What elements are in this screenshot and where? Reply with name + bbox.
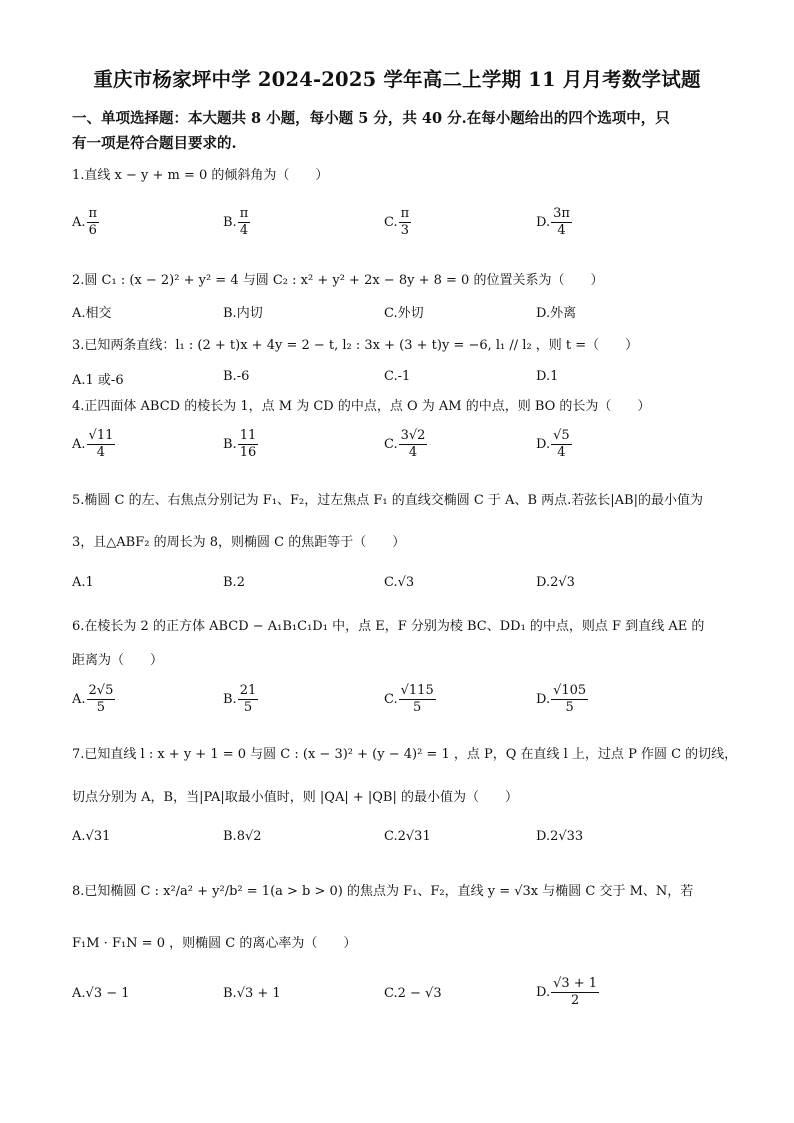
fraction-numerator: √115	[400, 683, 434, 698]
option-text: 外切	[397, 306, 424, 321]
fraction	[551, 976, 599, 1009]
option-label: A.	[72, 829, 86, 844]
fraction	[399, 683, 436, 716]
q7-option-b	[223, 829, 262, 844]
fraction-denominator: 2	[570, 993, 580, 1008]
q4-option-c	[384, 428, 427, 461]
question-2-stem: 2.圆 C₁ : (x − 2)² + y² = 4 与圆 C₂ : x² + y² + 2x − 8y + 8 = 0 的位置关系为（ ）	[72, 273, 604, 288]
option-label: C.	[384, 306, 398, 321]
option-label: D.	[536, 985, 551, 1000]
fraction	[551, 683, 588, 716]
fraction-denominator: 4	[408, 445, 418, 460]
q2-option-c	[384, 302, 424, 321]
q5-option-d	[536, 575, 575, 590]
question-5-stem-line1: 5.椭圆 C 的左、右焦点分别记为 F₁、F₂，过左焦点 F₁ 的直线交椭圆 C 于 A、B 两点.若弦长|AB|的最小值为	[72, 493, 703, 508]
q5-option-c	[384, 575, 414, 590]
question-5-stem-line2: 3，且△ABF₂ 的周长为 8，则椭圆 C 的焦距等于（ ）	[72, 535, 406, 550]
option-label: A.	[72, 437, 86, 452]
option-label: C.	[384, 692, 398, 707]
option-text: 2	[236, 575, 245, 590]
option-label: D.	[536, 369, 551, 384]
option-label: D.	[536, 575, 551, 590]
q3-option-a	[72, 369, 124, 388]
fraction-numerator: 2√5	[88, 683, 114, 698]
question-6-stem-line1: 6.在棱长为 2 的正方体 ABCD − A₁B₁C₁D₁ 中，点 E，F 分别为棱 BC、DD₁ 的中点，则点 F 到直线 AE 的	[72, 619, 705, 634]
q3-option-d	[536, 369, 558, 384]
question-7-stem-line2: 切点分别为 A，B，当|PA|取最小值时，则 |QA| + |QB| 的最小值为（ ）	[72, 790, 518, 805]
option-label: C.	[384, 215, 398, 230]
question-6-stem-line2: 距离为（ ）	[72, 653, 164, 668]
option-label: B.	[223, 575, 237, 590]
question-4-stem: 4.正四面体 ABCD 的棱长为 1，点 M 为 CD 的中点，点 O 为 AM 的中点，则 BO 的长为（ ）	[72, 399, 651, 414]
option-label: A.	[72, 306, 86, 321]
fraction-denominator: 16	[239, 445, 257, 460]
section-heading-line1: 一、单项选择题：本大题共 8 小题，每小题 5 分，共 40 分.在每小题给出的四个选项中，只	[72, 110, 670, 127]
q5-option-b	[223, 575, 245, 590]
option-label: A.	[72, 373, 86, 388]
option-text: 1	[550, 369, 559, 384]
q7-option-d	[536, 829, 583, 844]
q1-option-d	[536, 206, 572, 239]
fraction-denominator: 5	[96, 700, 106, 715]
q6-option-d	[536, 683, 588, 716]
option-text: 外离	[550, 306, 577, 321]
option-label: D.	[536, 692, 551, 707]
option-label: A.	[72, 692, 86, 707]
fraction-numerator: π	[400, 206, 410, 221]
fraction-numerator: 11	[239, 428, 257, 443]
option-text: 1	[85, 575, 94, 590]
fraction-numerator: 3√2	[400, 428, 426, 443]
question-8-stem-line1: 8.已知椭圆 C : x²/a² + y²/b² = 1(a > b > 0) 的焦点为 F₁、F₂，直线 y = √3x 与椭圆 C 交于 M、N，若	[72, 884, 694, 899]
fraction-denominator: 4	[239, 223, 249, 238]
option-text: -6	[236, 369, 250, 384]
fraction-numerator: √5	[553, 428, 570, 443]
fraction-denominator: 5	[413, 700, 422, 715]
fraction-numerator: π	[239, 206, 249, 221]
option-label: B.	[223, 692, 237, 707]
option-text: √31	[85, 829, 111, 844]
fraction-denominator: 6	[88, 223, 97, 238]
fraction	[238, 428, 259, 461]
q4-option-b	[223, 428, 258, 461]
fraction-denominator: 4	[96, 445, 106, 460]
option-text: 相交	[85, 306, 112, 321]
fraction-numerator: √105	[553, 683, 587, 698]
q8-option-b	[223, 986, 281, 1001]
section-heading-line2: 有一项是符合题目要求的.	[72, 135, 237, 152]
option-label: B.	[223, 437, 237, 452]
q6-option-c	[384, 683, 436, 716]
fraction-numerator: √3 + 1	[553, 976, 598, 991]
option-label: B.	[223, 215, 237, 230]
q3-option-c	[384, 369, 410, 384]
option-text: 内切	[236, 306, 263, 321]
fraction-numerator: √11	[88, 428, 114, 443]
fraction	[87, 428, 116, 461]
fraction-denominator: 4	[557, 445, 566, 460]
q2-option-d	[536, 302, 576, 321]
option-label: D.	[536, 215, 551, 230]
fraction	[87, 683, 116, 716]
q6-option-a	[72, 683, 115, 716]
q2-option-b	[223, 302, 263, 321]
fraction-denominator: 5	[243, 700, 253, 715]
q3-option-b	[223, 369, 249, 384]
option-label: A.	[72, 575, 86, 590]
option-label: C.	[384, 575, 398, 590]
fraction-numerator: 21	[239, 683, 257, 698]
question-8-stem-line2: F₁M · F₁N = 0 ，则椭圆 C 的离心率为（ ）	[72, 936, 357, 951]
option-text: 1 或-6	[85, 373, 124, 388]
fraction-denominator: 4	[557, 223, 566, 238]
fraction	[238, 206, 251, 239]
fraction	[87, 206, 100, 239]
option-label: C.	[384, 437, 398, 452]
fraction	[551, 206, 572, 239]
option-text: 2 − √3	[397, 986, 442, 1001]
q1-option-b	[223, 206, 250, 239]
option-label: B.	[223, 369, 237, 384]
option-text: √3 − 1	[85, 986, 130, 1001]
option-text: -1	[397, 369, 411, 384]
fraction	[551, 428, 572, 461]
fraction	[238, 683, 259, 716]
q1-option-c	[384, 206, 411, 239]
q1-option-a	[72, 206, 99, 239]
option-label: B.	[223, 986, 237, 1001]
option-label: D.	[536, 437, 551, 452]
question-1-stem: 1.直线 x − y + m = 0 的倾斜角为（ ）	[72, 168, 329, 183]
option-text: √3	[397, 575, 415, 590]
q7-option-c	[384, 829, 431, 844]
option-text: 2√31	[397, 829, 431, 844]
option-text: 2√33	[550, 829, 584, 844]
q4-option-a	[72, 428, 115, 461]
q5-option-a	[72, 575, 94, 590]
option-label: C.	[384, 986, 398, 1001]
option-text: 8√2	[236, 829, 262, 844]
fraction-denominator: 5	[565, 700, 574, 715]
page-title: 重庆市杨家坪中学 2024-2025 学年高二上学期 11 月月考数学试题	[93, 68, 701, 91]
option-label: B.	[223, 306, 237, 321]
question-3-stem: 3.已知两条直线：l₁ : (2 + t)x + 4y = 2 − t, l₂ : 3x + (3 + t)y = −6, l₁ // l₂ ，则 t =（ ）	[72, 338, 639, 353]
option-text: √3 + 1	[236, 986, 281, 1001]
option-label: D.	[536, 306, 551, 321]
q2-option-a	[72, 302, 112, 321]
q8-option-c	[384, 986, 442, 1001]
q8-option-a	[72, 986, 130, 1001]
question-7-stem-line1: 7.已知直线 l : x + y + 1 = 0 与圆 C : (x − 3)² + (y − 4)² = 1 ，点 P，Q 在直线 l 上，过点 P 作圆 C 的切线，	[72, 747, 738, 762]
fraction	[399, 428, 428, 461]
option-label: B.	[223, 829, 237, 844]
q8-option-d	[536, 976, 599, 1009]
q7-option-a	[72, 829, 110, 844]
option-label: A.	[72, 986, 86, 1001]
option-label: D.	[536, 829, 551, 844]
option-text: 2√3	[550, 575, 575, 590]
fraction-numerator: π	[88, 206, 98, 221]
q6-option-b	[223, 683, 258, 716]
option-label: C.	[384, 829, 398, 844]
option-label: C.	[384, 369, 398, 384]
q4-option-d	[536, 428, 572, 461]
fraction-denominator: 3	[400, 223, 410, 238]
fraction	[399, 206, 412, 239]
fraction-numerator: 3π	[553, 206, 570, 221]
option-label: A.	[72, 215, 86, 230]
